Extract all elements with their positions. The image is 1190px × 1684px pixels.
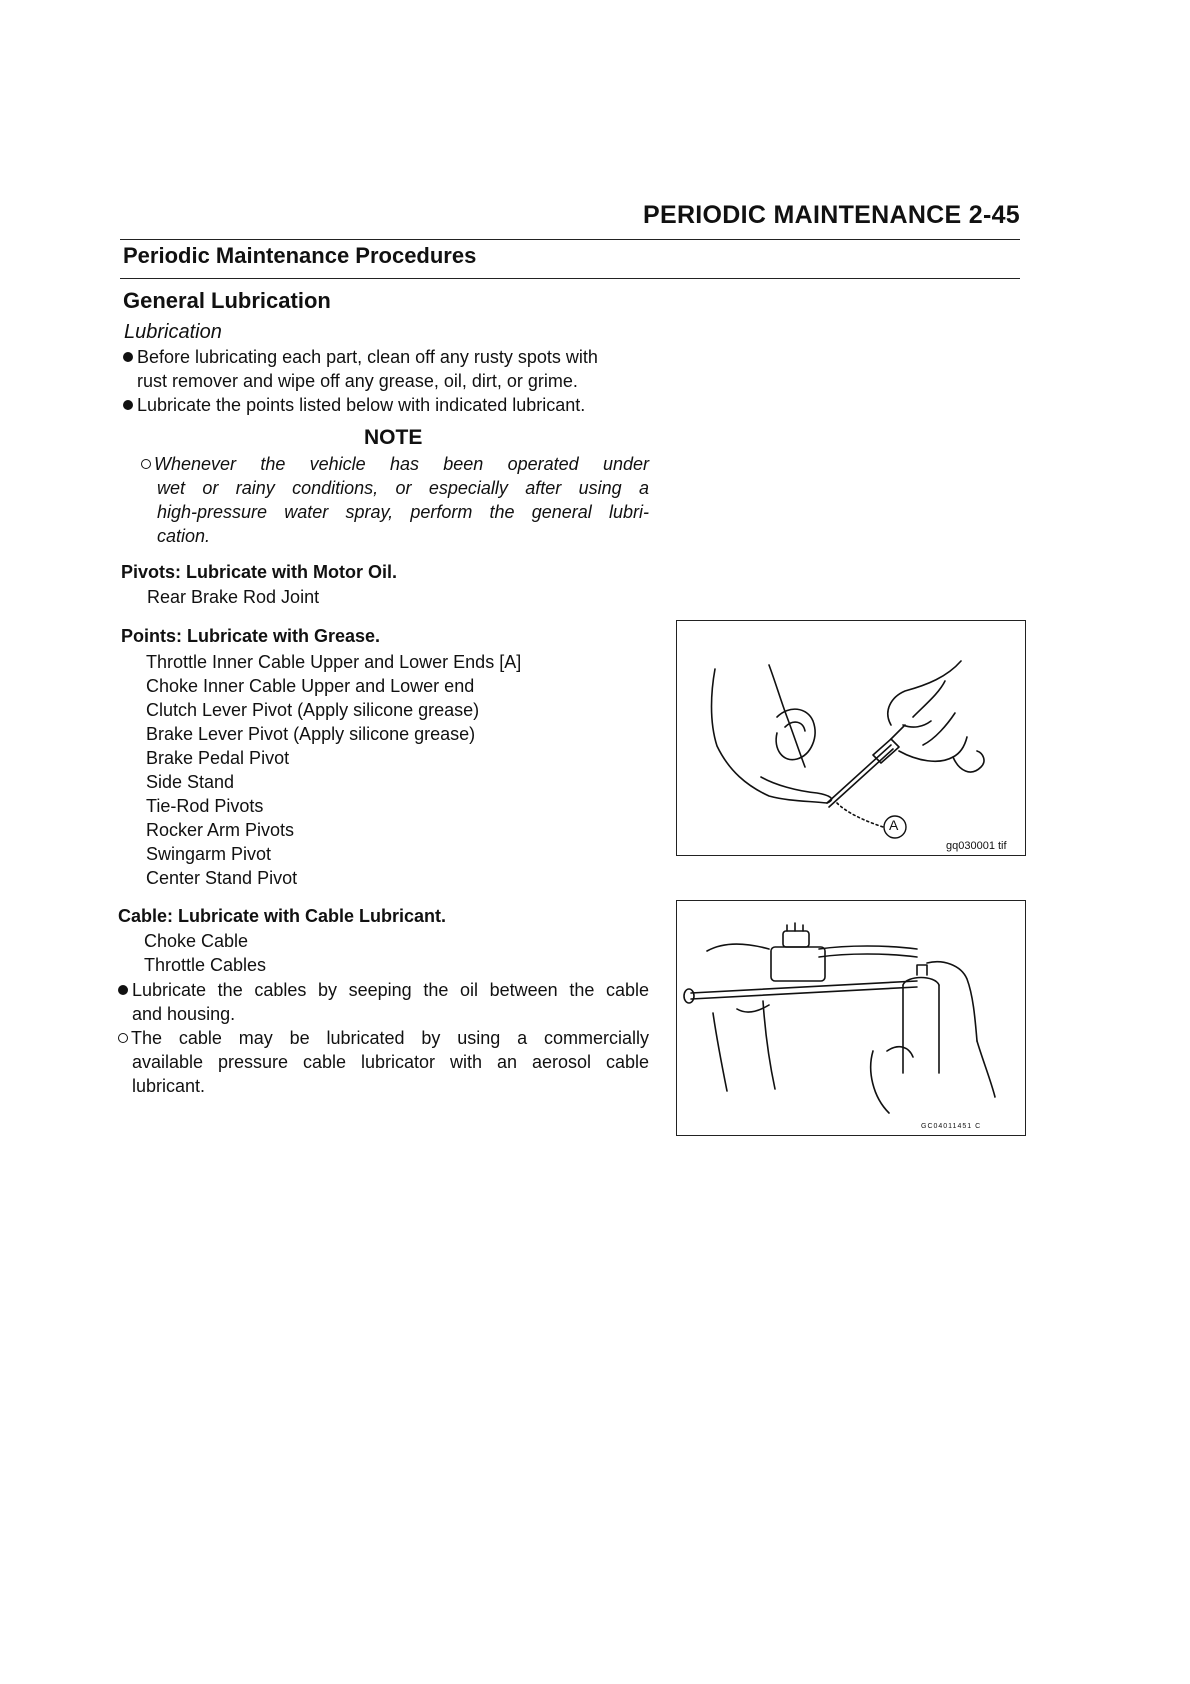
bullet-icon bbox=[118, 985, 128, 995]
pivots-heading: Pivots: Lubricate with Motor Oil. bbox=[121, 562, 398, 582]
figure-callout-a: A bbox=[889, 817, 899, 833]
bullet-continuation: rust remover and wipe off any grease, oil, dirt, or grime. bbox=[137, 371, 578, 391]
sub-title: General Lubrication bbox=[123, 288, 331, 313]
header-rule bbox=[120, 239, 1020, 240]
bullet-line bbox=[123, 346, 598, 368]
bullet-text: Before lubricating each part, clean off any rusty spots with bbox=[137, 347, 598, 367]
bullet-icon bbox=[123, 400, 133, 410]
note-line: wet or rainy conditions, or especially after using a bbox=[157, 478, 649, 498]
points-item: Throttle Inner Cable Upper and Lower Ends [A] bbox=[146, 652, 522, 672]
points-item: Tie-Rod Pivots bbox=[146, 796, 264, 816]
note-text: Whenever the vehicle has been operated under bbox=[154, 454, 649, 474]
points-item: Brake Pedal Pivot bbox=[146, 748, 290, 768]
section-title: Periodic Maintenance Procedures bbox=[123, 243, 477, 268]
cable-heading: Cable: Lubricate with Cable Lubricant. bbox=[118, 906, 447, 926]
points-item: Side Stand bbox=[146, 772, 235, 792]
note-title: NOTE bbox=[364, 426, 423, 449]
points-heading: Points: Lubricate with Grease. bbox=[121, 626, 381, 646]
figure-id: GC04011451 C bbox=[921, 1123, 982, 1130]
note-line: high-pressure water spray, perform the general lubri- bbox=[157, 502, 649, 522]
figure-cable-lubricator bbox=[676, 900, 1026, 1136]
cable-bullet-line bbox=[118, 979, 649, 1001]
page-header-label: PERIODIC MAINTENANCE 2-45 bbox=[643, 201, 1020, 229]
points-item: Clutch Lever Pivot (Apply silicone grease) bbox=[146, 700, 480, 720]
cable-item: Choke Cable bbox=[144, 931, 249, 951]
cable-circle-line bbox=[118, 1027, 649, 1049]
points-item: Swingarm Pivot bbox=[146, 844, 272, 864]
figure-throttle-cable-lubrication bbox=[676, 620, 1026, 856]
circle-marker-icon bbox=[141, 459, 151, 469]
bullet-text: Lubricate the cables by seeping the oil between the cable bbox=[132, 980, 649, 1000]
cable-circle-continuation: lubricant. bbox=[132, 1076, 206, 1096]
bullet-text: Lubricate the points listed below with indicated lubricant. bbox=[137, 395, 586, 415]
points-item: Center Stand Pivot bbox=[146, 868, 298, 888]
points-item: Rocker Arm Pivots bbox=[146, 820, 295, 840]
cable-circle-continuation: available pressure cable lubricator with an aerosol cable bbox=[132, 1052, 649, 1072]
bullet-icon bbox=[123, 352, 133, 362]
section-rule bbox=[120, 278, 1020, 279]
cable-item: Throttle Cables bbox=[144, 955, 267, 975]
circle-text: The cable may be lubricated by using a commercially bbox=[131, 1028, 649, 1048]
cable-lubricator-illustration bbox=[677, 901, 1027, 1137]
note-line bbox=[141, 452, 649, 476]
points-item: Choke Inner Cable Upper and Lower end bbox=[146, 676, 475, 696]
points-item: Brake Lever Pivot (Apply silicone grease) bbox=[146, 724, 476, 744]
bullet-line bbox=[123, 394, 585, 416]
pivots-item: Rear Brake Rod Joint bbox=[147, 587, 320, 607]
circle-marker-icon bbox=[118, 1033, 128, 1043]
note-line: cation. bbox=[157, 526, 211, 546]
cable-bullet-continuation: and housing. bbox=[132, 1004, 236, 1024]
figure-id: gq030001 tif bbox=[946, 840, 1007, 852]
hands-cable-illustration bbox=[677, 621, 1027, 857]
subsection-title: Lubrication bbox=[124, 321, 222, 343]
